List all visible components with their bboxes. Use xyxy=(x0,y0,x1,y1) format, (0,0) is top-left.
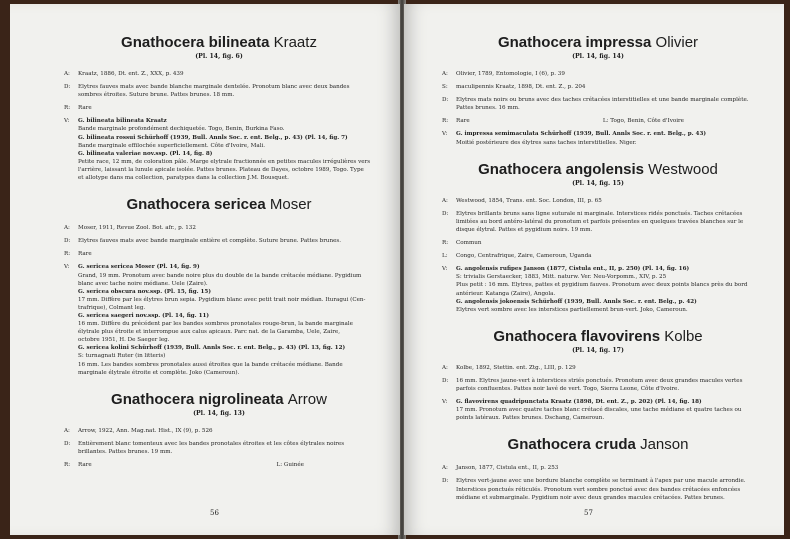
entry-row xyxy=(64,427,374,435)
entry-line: 17 mm. Pronotum avec quatre taches blanc crétacé discales, une tache médiane et quatre taches ou xyxy=(456,407,742,414)
species-author: Moser xyxy=(269,196,312,214)
species-name: Gnathocera cruda xyxy=(507,436,636,454)
entry-row xyxy=(64,263,374,376)
entry-line: et allotype dans ma collection, paratypes dans la collection J.M. Bousquet. xyxy=(78,175,289,182)
entry-row xyxy=(64,440,374,456)
entry-line: Elytres brillants bruns sans ligne suturale ni marginale. Interstices ridés ponctués. Taches crétacées xyxy=(456,210,743,217)
entry-text xyxy=(78,70,374,78)
entry-text xyxy=(78,237,374,245)
entry-text xyxy=(456,377,754,393)
entry-line: G. angolensis rufipes Janson (1877, Cistula ent., II, p. 250) (Pl. 14, fig. 16) xyxy=(456,266,690,273)
entry-row xyxy=(442,83,754,91)
entry-line: Petite race, 12 mm, de coloration pâle. Marge elytrale fractionnée en petites macules irrégulières vers xyxy=(78,158,371,165)
entry-label: V: xyxy=(442,266,448,273)
entry-line xyxy=(456,117,754,125)
entry-text xyxy=(456,477,754,501)
entry-label: D: xyxy=(64,238,71,245)
entry-label: S: xyxy=(442,84,448,91)
species-author: Olivier xyxy=(655,34,699,51)
entry-line: blanc avec tache noire médiane. Uele (Zaire). xyxy=(78,280,208,287)
entry-location: L: Togo, Benin, Côte d'Ivoire xyxy=(602,118,684,125)
species-name: Gnathocera nigrolineata xyxy=(111,390,284,408)
entry-label: V: xyxy=(442,131,448,138)
entry-row xyxy=(64,70,374,78)
entry-line: Rare xyxy=(78,251,92,258)
entry-line: l'arrière, laissant la lunule apicale isolée. Pattes brunes. Plateau de Dayes, octobre 1989, Togo. Type xyxy=(78,166,364,173)
entry-line: G. sericea sericea Moser (Pl. 14, fig. 9) xyxy=(78,264,200,271)
entry-text xyxy=(456,210,754,234)
entry-row xyxy=(442,130,754,146)
entry-label: V: xyxy=(442,399,448,406)
entry-line xyxy=(78,461,374,469)
entry-text xyxy=(456,398,754,422)
entry-line: G. flavovirens quadripunctata Kraatz (1898, Dt. ent. Z., p. 202) (Pl. 14, fig. 18) xyxy=(456,399,702,406)
entry-line: G. bilineata rossui Schürhoff (1939, Bull. Annls Soc. r. ent. Belg., p. 43) (Pl. 14, fig. 7) xyxy=(78,134,348,141)
entry-line: Westwood, 1854, Trans. ent. Soc. London, III, p. 65 xyxy=(456,197,602,204)
page-number-left: 56 xyxy=(210,509,219,517)
entry-text xyxy=(78,440,374,456)
entry-line: sombres étroites. Suture brune. Pattes brunes. 18 mm. xyxy=(78,92,235,99)
entry-row xyxy=(442,70,754,78)
species-title xyxy=(442,34,754,52)
entry-line: parfois confluentes. Pattes noir lavé de vert. Togo, Sierra Leone, Côte d'Ivoire. xyxy=(456,385,680,392)
entry-line-text: Rare xyxy=(78,462,92,468)
entry-line: G. sericea obscura nov.ssp. (Pl. 15, fig. 15) xyxy=(78,288,211,295)
entry-line: Elytres vert sombre avec les interstices partiellement brun-vert. Joko, Cameroun. xyxy=(456,306,688,313)
entry-row xyxy=(64,237,374,245)
entry-label: D: xyxy=(442,377,449,384)
entry-row xyxy=(64,250,374,258)
entry-text xyxy=(456,464,754,472)
entry-line: marginale élytrale étroite et complète. Joko (Cameroun). xyxy=(78,369,240,376)
entry-line: Commun xyxy=(456,240,482,247)
entry-label: D: xyxy=(442,478,449,485)
entry-row xyxy=(442,364,754,372)
entry-row xyxy=(442,265,754,314)
entry-label: L: xyxy=(442,253,448,260)
entry-line: Arrow, 1922, Ann. Mag.nat. Hist., IX (9), p. 526 xyxy=(78,427,213,434)
entry-line: Rare xyxy=(78,105,92,112)
entry-text xyxy=(456,83,754,91)
entry-line: Elytres mats noirs ou bruns avec des taches crétacées interstitielles et une bande marginale complète. xyxy=(456,97,749,104)
entry-row xyxy=(64,104,374,112)
entry-label: D: xyxy=(442,97,449,104)
entry-line: 16 mm. Les bandes sombres pronotales aussi étroites que la bande crétacée médiane. Bande xyxy=(78,361,343,368)
entry-line: G. bilineata bilineata Kraatz xyxy=(78,118,167,125)
species-section xyxy=(64,391,374,469)
entry-label: D: xyxy=(64,440,71,447)
species-author: Janson xyxy=(640,436,689,454)
entry-line: disque élytral. Pattes et pygidium noirs. 19 mm. xyxy=(456,226,593,233)
entry-line: médiane et submarginale. Pygidium noir avec deux grandes macules crétacées. Pattes brunes. xyxy=(456,494,725,501)
species-section xyxy=(442,161,754,314)
entry-line: G. sericea kolini Schürhoff (1939, Bull. Annls Soc. r. ent. Belg., p. 43) (Pl. 13, fig. 12) xyxy=(78,345,346,352)
entry-line: Janson, 1877, Cistula ent., II, p. 253 xyxy=(456,465,559,472)
entry-label: R: xyxy=(442,118,449,125)
species-author: Kolbe xyxy=(664,327,703,345)
entry-line: Entièrement blanc tomenteux avec les bandes pronotales étroites et les côtes élytrales noires xyxy=(78,440,345,447)
species-title xyxy=(64,391,374,409)
entry-line: S: trivialis Gerstaecker, 1883, Mitt. naturw. Ver. Neu-Vorpomm., XIV, p. 25 xyxy=(456,274,667,281)
plate-reference: (Pl. 14, fig. 14) xyxy=(572,53,624,60)
entry-line: Elytres fauves mats avec bande marginale entière et complète. Suture brune. Pattes brunes. xyxy=(78,238,342,245)
entry-text xyxy=(78,263,374,376)
entry-line: Bande marginale effilochée superficiellement. Côte d'Ivoire, Mali. xyxy=(78,142,266,149)
species-author: Arrow xyxy=(287,390,327,408)
entry-line: G. sericea saegeri nov.ssp. (Pl. 14, fig. 11) xyxy=(78,312,210,319)
entry-line: Kolbe, 1892, Stettin. ent. Ztg., LIII, p. 129 xyxy=(456,364,576,371)
entry-text xyxy=(456,70,754,78)
species-name: Gnathocera sericea xyxy=(126,196,266,214)
entry-row xyxy=(442,464,754,472)
entry-line: Plus petit : 16 mm. Elytres, pattes et pygidium fauves. Pronotum avec deux points blancs près du bord xyxy=(456,282,748,289)
entry-row xyxy=(442,239,754,247)
entry-line: Kraatz, 1886, Dt. ent. Z., XXX, p. 439 xyxy=(78,71,184,77)
entry-label: V: xyxy=(64,264,70,271)
entry-line: Moitié postérieure des élytres sans taches interstitielles. Niger. xyxy=(456,139,637,146)
entry-label: V: xyxy=(64,118,70,125)
entry-label: D: xyxy=(442,210,449,217)
entry-line: Congo, Centrafrique, Zaire, Cameroun, Uganda xyxy=(456,253,592,260)
entry-row xyxy=(442,252,754,260)
species-title xyxy=(64,196,374,214)
entry-row xyxy=(64,117,374,182)
entry-row xyxy=(442,96,754,112)
entry-line: S: turnagnati Ruter (in litteris) xyxy=(78,353,166,360)
entry-label: R: xyxy=(442,240,449,247)
species-name: Gnathocera angolensis xyxy=(478,160,644,178)
entry-label: A: xyxy=(64,71,70,77)
species-title xyxy=(442,436,754,454)
entry-text xyxy=(456,117,754,125)
entry-location: L: Guinée xyxy=(276,462,304,468)
entry-text xyxy=(78,427,374,435)
entry-label: A: xyxy=(442,197,448,204)
entry-text xyxy=(78,224,374,232)
entry-line: G. impressa semimaculata Schürhoff (1939, Bull. Annls Soc. r. ent. Belg., p. 43) xyxy=(456,131,706,138)
entry-line: Pattes brunes. 16 mm. xyxy=(456,105,520,112)
entry-line: maculipennis Kraatz, 1898, Dt. ent. Z., p. 204 xyxy=(456,84,586,91)
entry-text xyxy=(78,250,374,258)
plate-reference: (Pl. 14, fig. 15) xyxy=(572,179,624,187)
entry-line: 16 mm. Diffère du précédent par les bandes sombres pronotales rouge-brun, la bande marginale xyxy=(78,321,353,328)
entry-line: trafrique), Colmant leg. xyxy=(78,304,146,311)
entry-line: antérieur. Katanga (Zaire), Angola. xyxy=(456,290,556,297)
entry-text xyxy=(456,96,754,112)
species-section xyxy=(442,436,754,501)
entry-text xyxy=(456,364,754,372)
entry-line: Olivier, 1789, Entomologie, I (6), p. 39 xyxy=(456,71,565,77)
entry-line: brillantes. Pattes brunes. 19 mm. xyxy=(78,448,173,455)
entry-line: Bande marginale profondément dechiquetée. Togo, Benin, Burkina Faso. xyxy=(78,126,285,133)
entry-text xyxy=(78,117,374,182)
page-number-right: 57 xyxy=(584,509,593,517)
species-title xyxy=(442,161,754,179)
species-section xyxy=(442,328,754,423)
species-author: Kraatz xyxy=(273,34,317,51)
entry-label: A: xyxy=(442,364,448,371)
entry-row xyxy=(64,224,374,232)
entry-label: A: xyxy=(64,427,70,434)
entry-line: 17 mm. Diffère par les élytres brun sepia. Pygidium blanc avec petit trait noir médian. Ituragui (Cen- xyxy=(78,296,366,303)
entry-label: R: xyxy=(64,251,71,258)
species-name: Gnathocera flavovirens xyxy=(493,327,661,345)
plate-reference: (Pl. 14, fig. 6) xyxy=(195,53,243,60)
entry-row xyxy=(64,83,374,99)
entry-label: A: xyxy=(442,465,448,472)
species-section xyxy=(64,34,374,182)
entry-text xyxy=(456,197,754,205)
entry-label: R: xyxy=(64,105,71,112)
entry-line: G. angolensis jokoensis Schürhoff (1939, Bull. Annls Soc. r. ent. Belg., p. 42) xyxy=(456,298,697,305)
left-page xyxy=(10,4,400,535)
entry-row xyxy=(442,210,754,234)
entry-label: A: xyxy=(64,225,70,232)
entry-row xyxy=(442,398,754,422)
entry-line: Elytres fauves mats avec bande blanche marginale dentelée. Pronotum blanc avec deux bandes xyxy=(78,84,350,91)
entry-row xyxy=(442,477,754,501)
species-section xyxy=(64,196,374,377)
entry-row xyxy=(64,461,374,469)
entry-row xyxy=(442,197,754,205)
entry-line: Interstices ponctués réticulés. Pronotum vert sombre ponctué avec des bandes crétacées enfoncées xyxy=(456,486,741,493)
species-title xyxy=(442,328,754,346)
species-section xyxy=(442,34,754,147)
species-name: Gnathocera bilineata xyxy=(121,34,270,51)
entry-text xyxy=(78,104,374,112)
entry-line: Grand, 19 mm. Pronotum avec bande noire plus du double de la bande crétacée médiane. Pygidium xyxy=(78,272,362,279)
entry-text xyxy=(456,252,754,260)
entry-line: octobre 1951, H. De Saeger leg. xyxy=(78,337,170,344)
entry-line: Elytres vert-jaune avec une bordure blanche complète se terminant à l'apex par une macule arrondie. xyxy=(456,478,746,485)
species-name: Gnathocera impressa xyxy=(497,34,652,51)
entry-text xyxy=(456,130,754,146)
entry-line: G. bilineata valeriae nov.ssp. (Pl. 14, fig. 8) xyxy=(78,150,213,157)
entry-line: points latéraux. Pattes brunes. Dschang, Cameroun. xyxy=(456,415,605,422)
species-title xyxy=(64,34,374,52)
entry-label: A: xyxy=(442,71,448,77)
entry-line-text: Rare xyxy=(456,118,470,125)
entry-row xyxy=(442,377,754,393)
entry-text xyxy=(456,265,754,314)
entry-line: Moser, 1911, Revue Zool. Bot. afr., p. 132 xyxy=(78,225,196,232)
entry-label: D: xyxy=(64,84,71,91)
left-page-content xyxy=(10,4,400,483)
plate-reference: (Pl. 14, fig. 13) xyxy=(193,409,245,417)
entry-line: élytrale plus étroite et interrompue aux calus apicaux. Parc nat. de la Garamba, Uele, Zaire, xyxy=(78,329,340,336)
entry-text xyxy=(78,83,374,99)
entry-text xyxy=(78,461,374,469)
right-page-content xyxy=(404,4,784,516)
right-page xyxy=(404,4,784,535)
entry-row xyxy=(442,117,754,125)
species-author: Westwood xyxy=(648,160,718,178)
entry-line: 16 mm. Elytres jaune-vert à interstices striés ponctués. Pronotum avec deux grandes macules vertes xyxy=(456,377,743,384)
entry-label: R: xyxy=(64,462,71,468)
entry-line: limitées au bord antéro-latéral du pronotum et parfois présentes en quelques travées blanches sur le xyxy=(456,218,744,225)
entry-text xyxy=(456,239,754,247)
plate-reference: (Pl. 14, fig. 17) xyxy=(572,346,624,354)
